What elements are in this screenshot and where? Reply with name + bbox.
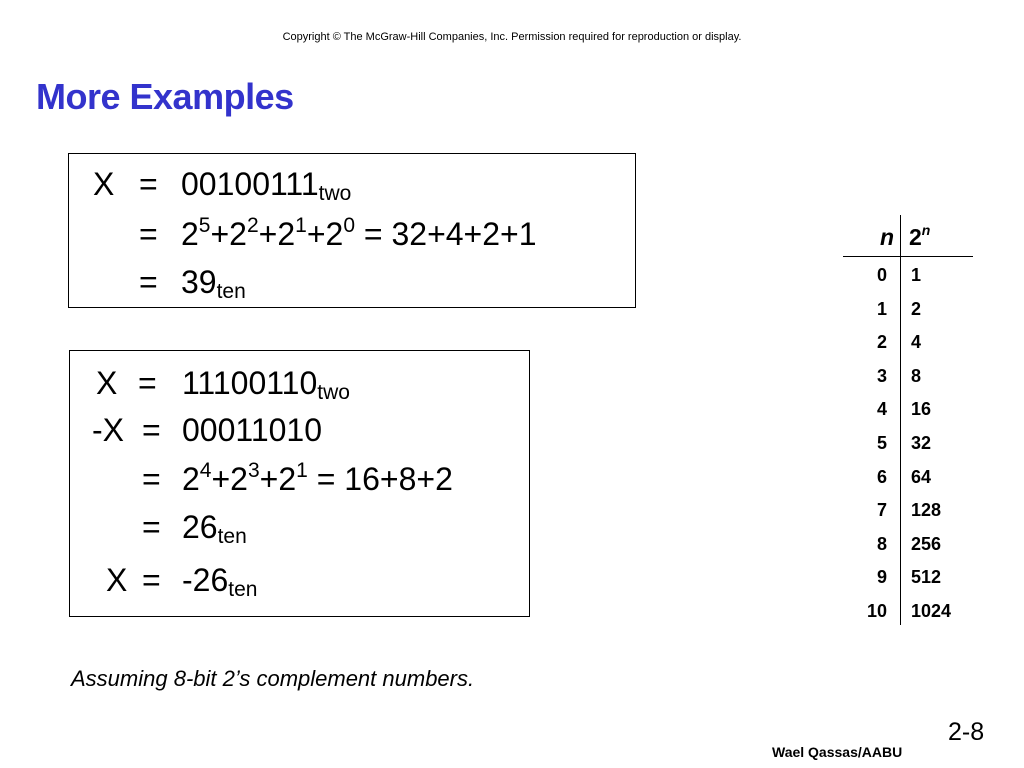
ex1-l2-tail: = 32+4+2+1	[355, 216, 537, 252]
author-credit: Wael Qassas/AABU	[772, 744, 903, 760]
ex2-l3-e1: 4	[199, 459, 212, 482]
ex2-l5-subscript: ten	[228, 578, 258, 601]
ex2-l5-equals: =	[142, 562, 161, 598]
ex2-l3-b2: +2	[211, 461, 248, 497]
table-cell-power: 64	[911, 466, 932, 487]
table-row	[843, 429, 975, 459]
table-cell-power: 1	[911, 265, 922, 285]
ex1-l1-equals: =	[139, 166, 158, 202]
ex1-l1-value: 00100111	[181, 166, 319, 202]
table-cell-power: 512	[911, 567, 942, 588]
ex1-l2-e1: 5	[198, 214, 211, 237]
table-row	[843, 563, 975, 593]
table-cell-n: 4	[876, 399, 887, 420]
table-row	[843, 295, 975, 325]
table-cell-power: 128	[911, 500, 942, 521]
ex2-l1-value: 11100110	[182, 365, 318, 401]
ex1-l3-subscript: ten	[216, 280, 246, 303]
copyright-notice: Copyright © The McGraw-Hill Companies, Inc. Permission required for reproduction or display.	[282, 31, 742, 43]
ex2-l1-equals: =	[138, 365, 157, 401]
ex1-l2-equals: =	[139, 216, 158, 252]
table-cell-n: 1	[876, 298, 887, 319]
ex2-l3-e2: 3	[247, 459, 260, 482]
ex1-l1-lhs: X	[93, 166, 115, 202]
table-cell-power: 1024	[911, 601, 952, 621]
ex2-l3-tail: = 16+8+2	[307, 461, 453, 497]
ex1-l2-e2: 2	[246, 214, 259, 237]
ex2-l3-e3: 1	[296, 459, 308, 482]
ex1-l2-e4: 0	[343, 214, 355, 237]
ex2-l2-value: 00011010	[182, 412, 322, 448]
table-header-n: n	[879, 224, 894, 250]
table-cell-power: 2	[911, 298, 922, 319]
ex1-l2-b1: 2	[181, 216, 199, 252]
table-cell-power: 32	[911, 433, 932, 453]
ex2-l4-value: 26	[182, 509, 218, 545]
table-cell-n: 5	[876, 433, 887, 453]
table-cell-n: 10	[866, 601, 887, 621]
ex1-l3-equals: =	[139, 264, 158, 300]
table-row	[843, 597, 975, 627]
ex2-l1-lhs: X	[96, 365, 118, 401]
ex2-l2-equals: =	[142, 412, 161, 448]
table-cell-n: 7	[876, 500, 887, 521]
ex2-l3-equals: =	[142, 461, 161, 497]
example-2-box	[69, 350, 530, 617]
table-row	[843, 496, 975, 526]
ex1-l2-b3: +2	[258, 216, 296, 252]
table-cell-power: 16	[911, 399, 932, 420]
table-header-power-exp: n	[921, 222, 931, 238]
page-number: 2-8	[948, 718, 985, 746]
table-row	[843, 362, 975, 392]
ex2-l3-b3: +2	[259, 461, 297, 497]
ex1-l2-e3: 1	[295, 214, 307, 237]
table-row	[843, 328, 975, 358]
table-row	[843, 261, 975, 291]
ex2-l3-b1: 2	[182, 461, 200, 497]
table-header-power	[909, 224, 930, 251]
table-row	[843, 530, 975, 560]
table-header-divider	[843, 256, 973, 257]
slide-title: More Examples	[36, 76, 294, 117]
ex2-l5-lhs: X	[106, 562, 128, 598]
table-row	[843, 463, 975, 493]
ex1-l2-b4: +2	[306, 216, 344, 252]
ex2-l2-lhs: -X	[92, 412, 124, 448]
table-cell-n: 9	[876, 567, 887, 588]
table-cell-n: 8	[876, 533, 887, 554]
table-cell-n: 6	[876, 466, 887, 487]
table-cell-power: 4	[911, 332, 922, 353]
table-cell-n: 3	[876, 365, 887, 386]
table-header-power-base: 2	[909, 224, 922, 250]
ex1-l3-value: 39	[181, 264, 217, 300]
ex2-l1-subscript: two	[317, 381, 350, 404]
table-cell-n: 2	[876, 332, 887, 353]
ex1-l2-b2: +2	[210, 216, 247, 252]
ex2-l4-subscript: ten	[217, 525, 247, 548]
ex2-l4-equals: =	[142, 509, 161, 545]
ex1-l1-subscript: two	[318, 182, 352, 205]
example-1-box	[68, 153, 636, 308]
ex2-l5-value: -26	[182, 562, 229, 598]
powers-of-two-table	[843, 215, 975, 625]
table-row	[843, 395, 975, 425]
table-cell-power: 256	[911, 533, 942, 554]
assumption-note: Assuming 8-bit 2’s complement numbers.	[71, 666, 475, 691]
table-cell-power: 8	[911, 365, 922, 386]
table-cell-n: 0	[876, 265, 887, 285]
